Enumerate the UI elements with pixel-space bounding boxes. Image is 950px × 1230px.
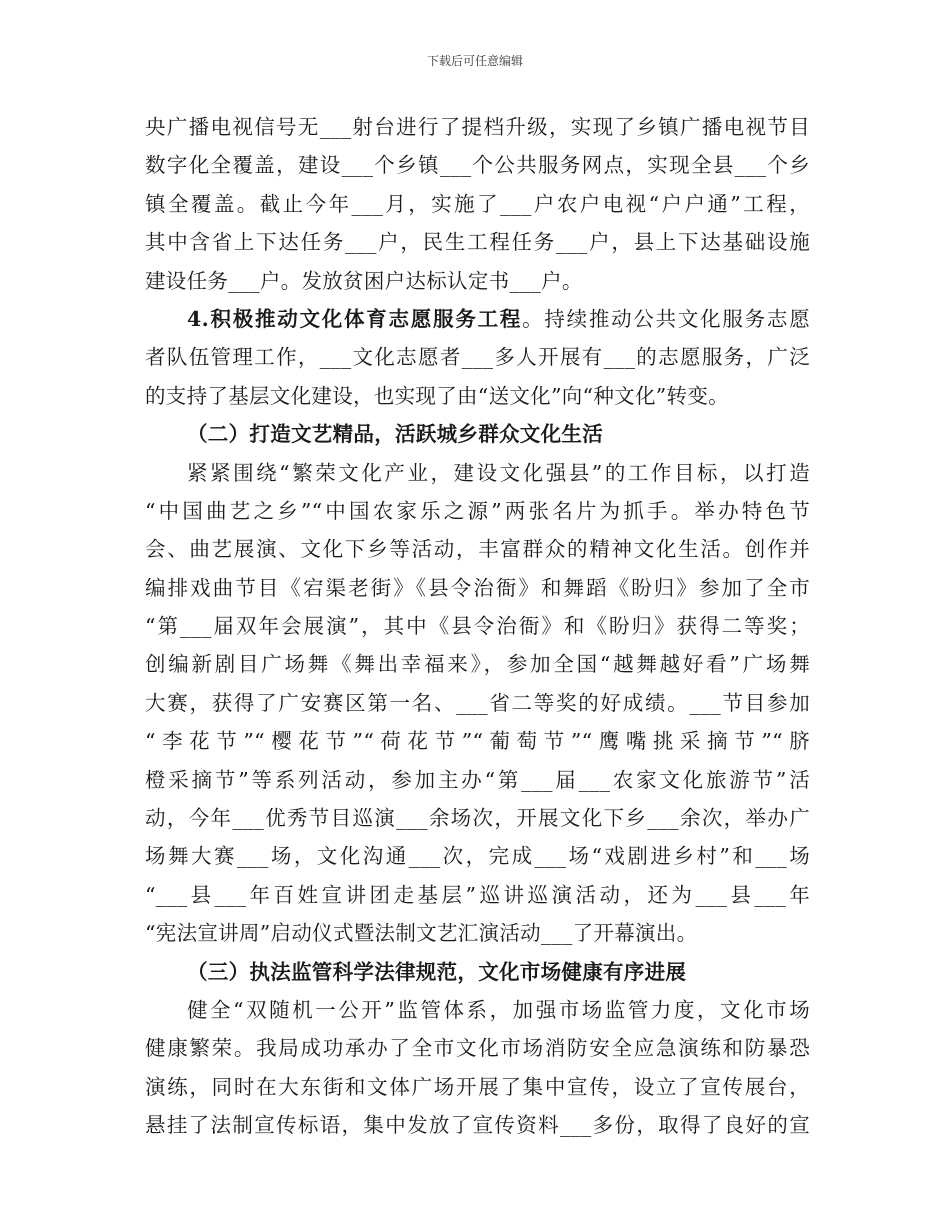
item-4-first-line bbox=[145, 300, 810, 338]
paragraph-line: 橙采摘节”等系列活动，参加主办“第___届___农家文化旅游节”活 bbox=[145, 767, 810, 792]
page-header: 下载后可任意编辑 bbox=[426, 54, 523, 68]
paragraph-line: 央广播电视信号无___射台进行了提档升级，实现了乡镇广播电视节目 bbox=[145, 115, 810, 139]
item-4-text bbox=[209, 307, 810, 331]
paragraph-line: 其中含省上下达任务___户，民生工程任务___户，县上下达基础设施 bbox=[145, 230, 810, 255]
paragraph-line: 的支持了基层文化建设，也实现了由“送文化”向“种文化”转变。 bbox=[145, 383, 729, 408]
paragraph-line: 健全“双随机一公开”监管体系，加强市场监管力度，文化市场 bbox=[187, 997, 810, 1022]
paragraph-line: “李花节”“樱花节”“荷花节”“葡萄节”“鹰嘴挑采摘节”“脐 bbox=[145, 729, 810, 754]
paragraph-line: “宪法宣讲周”启动仪式暨法制文艺汇演活动___了开幕演出。 bbox=[145, 921, 698, 946]
paragraph-line: 场舞大赛___场，文化沟通___次，完成___场“戏剧进乡村”和___场 bbox=[145, 844, 810, 869]
item-4-body: 。持续推动公共文化服务志愿 bbox=[522, 306, 810, 331]
document-body bbox=[145, 108, 810, 1145]
item-4-title: 积极推动文化体育志愿服务工程 bbox=[209, 306, 523, 331]
paragraph-line: 健康繁荣。我局成功承办了全市文化市场消防安全应急演练和防暴恐 bbox=[145, 1036, 810, 1061]
paragraph-line: 演练，同时在大东街和文体广场开展了集中宣传，设立了宣传展台， bbox=[145, 1074, 810, 1099]
section-heading-3: （三）执法监管科学法律规范，文化市场健康有序进展 bbox=[187, 959, 687, 984]
section-heading-2: （二）打造文艺精品，活跃城乡群众文化生活 bbox=[187, 422, 603, 447]
paragraph-line: “___县___年百姓宣讲团走基层”巡讲巡演活动，还为___县___年 bbox=[145, 882, 810, 907]
paragraph-line: 会、曲艺展演、文化下乡等活动，丰富群众的精神文化生活。创作并 bbox=[145, 537, 810, 562]
paragraph-line: 编排戏曲节目《宕渠老街》《县令治衙》和舞蹈《盼归》参加了全市 bbox=[145, 575, 810, 600]
item-4-number: 4. bbox=[187, 306, 210, 331]
paragraph-line: 建设任务___户。发放贫困户达标认定书___户。 bbox=[145, 268, 583, 293]
paragraph-line: 动，今年___优秀节目巡演___余场次，开展文化下乡___余次，举办广 bbox=[145, 806, 810, 831]
paragraph-line: 大赛，获得了广安赛区第一名、___省二等奖的好成绩。___节目参加 bbox=[145, 690, 810, 715]
paragraph-line: 者队伍管理工作，___文化志愿者___多人开展有___的志愿服务，广泛 bbox=[145, 345, 810, 370]
paragraph-line: “第___届双年会展演”，其中《县令治衙》和《盼归》获得二等奖； bbox=[145, 614, 810, 639]
paragraph-line: 悬挂了法制宣传标语，集中发放了宣传资料___多份，取得了良好的宣 bbox=[145, 1113, 810, 1138]
paragraph-line: 数字化全覆盖，建设___个乡镇___个公共服务网点，实现全县___个乡 bbox=[145, 153, 810, 178]
paragraph-line: 镇全覆盖。截止今年___月，实施了___户农户电视“户户通”工程， bbox=[145, 191, 810, 216]
paragraph-line: 紧紧围绕“繁荣文化产业，建设文化强县”的工作目标，以打造 bbox=[187, 460, 810, 485]
paragraph-line: 创编新剧目广场舞《舞出幸福来》，参加全国“越舞越好看”广场舞 bbox=[145, 652, 810, 677]
paragraph-line: “中国曲艺之乡”“中国农家乐之源”两张名片为抓手。举办特色节 bbox=[145, 498, 810, 523]
